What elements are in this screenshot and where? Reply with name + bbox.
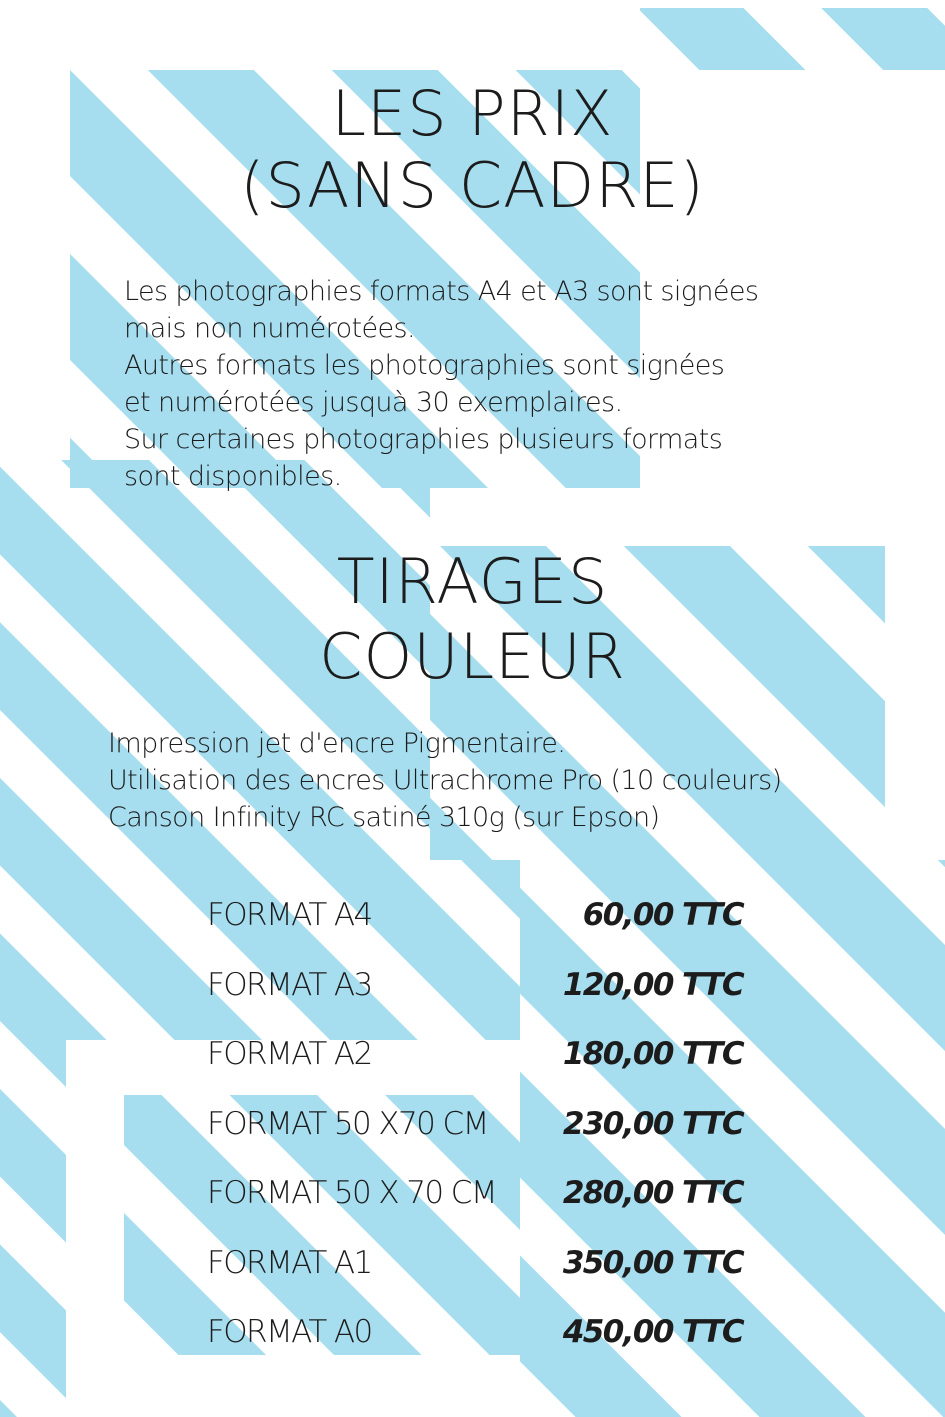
price-format: FORMAT A3	[207, 966, 372, 1003]
white-panel	[430, 488, 885, 546]
white-panel	[640, 0, 945, 8]
intro-line: mais non numérotées.	[124, 313, 415, 344]
spec-line: Utilisation des encres Ultrachrome Pro (10 couleurs)	[108, 765, 782, 796]
white-panel	[66, 1040, 124, 1417]
price-value: 230,00 TTC	[562, 1105, 743, 1142]
price-format: FORMAT A0	[207, 1314, 372, 1350]
price-format: FORMAT 50 X 70 CM	[207, 1175, 496, 1211]
prints-title	[0, 544, 945, 694]
intro-line: Les photographies formats A4 et A3 sont signées	[124, 276, 759, 307]
spec-line: Canson Infinity RC satiné 310g (sur Epson)	[108, 802, 660, 833]
pricing-intro-text	[124, 273, 758, 495]
price-format: FORMAT A2	[207, 1036, 372, 1072]
spec-line: Impression jet d'encre Pigmentaire.	[108, 728, 566, 759]
price-row	[207, 1090, 747, 1160]
intro-line: Sur certaines photographies plusieurs formats	[124, 424, 723, 455]
intro-line: Autres formats les photographies sont signées	[124, 350, 725, 381]
price-value: 280,00 TTC	[562, 1175, 743, 1211]
pricing-title-line: LES PRIX	[331, 77, 614, 150]
prints-title-line: TIRAGES	[336, 545, 609, 618]
price-format: FORMAT A4	[207, 897, 372, 933]
white-panel	[70, 0, 640, 70]
price-row	[207, 1159, 747, 1229]
price-value: 450,00 TTC	[562, 1314, 743, 1350]
price-row	[207, 951, 747, 1021]
pricing-title	[0, 78, 945, 222]
intro-line: sont disponibles.	[124, 461, 342, 492]
price-row	[207, 1298, 747, 1368]
price-value: 60,00 TTC	[582, 897, 743, 933]
price-row	[207, 1229, 747, 1299]
white-panel	[0, 0, 70, 460]
price-value: 180,00 TTC	[562, 1036, 743, 1072]
price-row	[207, 881, 747, 951]
price-format: FORMAT A1	[207, 1244, 372, 1281]
price-format: FORMAT 50 X70 CM	[207, 1105, 488, 1142]
price-row	[207, 1020, 747, 1090]
stripe-block	[0, 1040, 66, 1417]
price-value: 120,00 TTC	[562, 966, 743, 1003]
intro-line: et numérotées jusquà 30 exemplaires.	[124, 387, 623, 418]
price-table	[207, 881, 747, 1368]
prints-title-line: COULEUR	[319, 620, 626, 693]
price-value: 350,00 TTC	[562, 1244, 743, 1281]
prints-specs-text	[108, 725, 782, 836]
pricing-title-line: (SANS CADRE)	[240, 149, 705, 222]
